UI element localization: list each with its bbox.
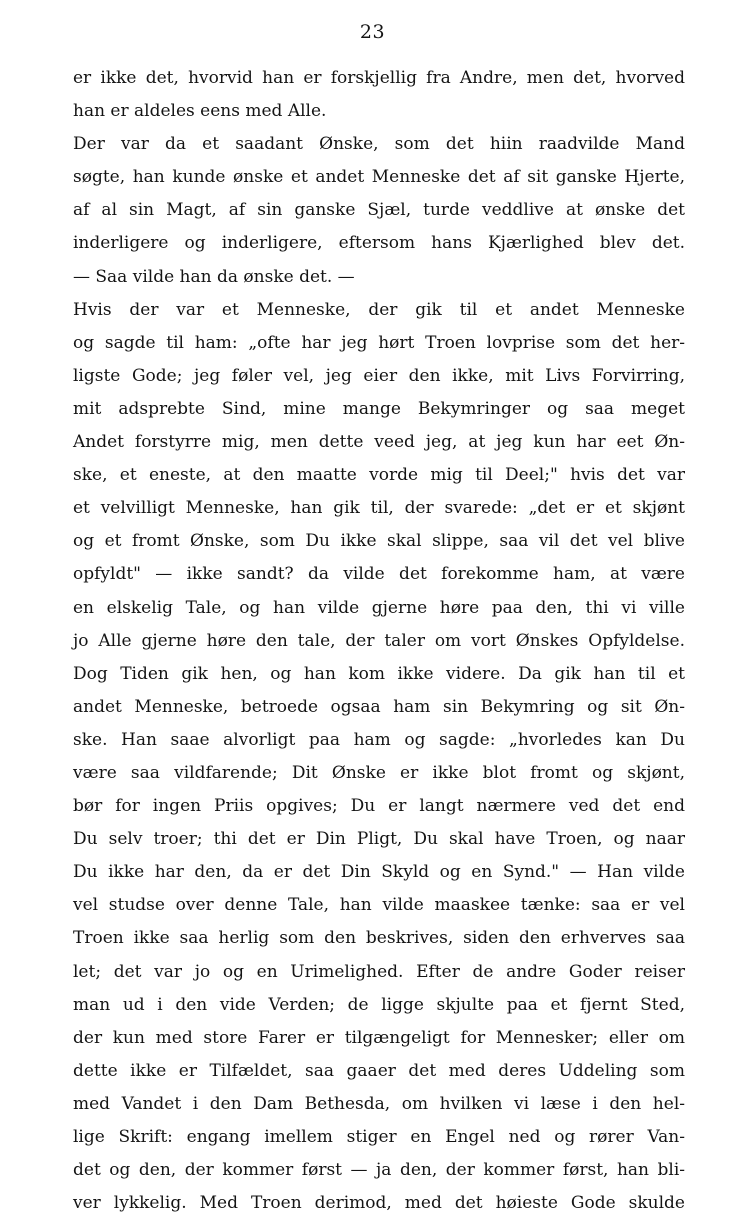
text-line: søgte, han kunde ønske et andet Menneske det af sit ganske Hjerte, xyxy=(73,167,685,188)
text-line: lige Skrift: engang imellem stiger en Engel ned og rører Van- xyxy=(73,1127,685,1147)
text-line: Andet forstyrre mig, men dette veed jeg, at jeg kun har eet Øn- xyxy=(73,432,685,453)
text-line: et velvilligt Menneske, han gik til, der svarede: „det er et skjønt xyxy=(73,498,685,519)
text-line: Du selv troer; thi det er Din Pligt, Du skal have Troen, og naar xyxy=(73,829,685,850)
text-line: er ikke det, hvorvid han er forskjellig fra Andre, men det, hvorved xyxy=(73,68,685,88)
text-line: han er aldeles eens med Alle. xyxy=(73,101,327,122)
text-line: ver lykkelig. Med Troen derimod, med det høieste Gode skulde xyxy=(73,1193,685,1214)
text-line: mit adsprebte Sind, mine mange Bekymringer og saa meget xyxy=(73,398,685,419)
text-line: ske. Han saae alvorligt paa ham og sagde: „hvorledes kan Du xyxy=(73,729,685,750)
text-line: ske, et eneste, at den maatte vorde mig til Deel;" hvis det var xyxy=(73,465,685,486)
text-line: bør for ingen Priis opgives; Du er langt nærmere ved det end xyxy=(73,796,685,817)
text-line: der kun med store Farer er tilgængeligt for Mennesker; eller om xyxy=(73,1027,685,1048)
text-line: opfyldt" — ikke sandt? da vilde det forekomme ham, at være xyxy=(73,564,685,585)
text-line: Du ikke har den, da er det Din Skyld og en Synd." — Han vilde xyxy=(73,862,685,883)
text-line: være saa vildfarende; Dit Ønske er ikke blot fromt og skjønt, xyxy=(73,762,685,783)
text-line: Hvis der var et Menneske, der gik til et andet Menneske xyxy=(73,299,685,320)
text-line: man ud i den vide Verden; de ligge skjulte paa et fjernt Sted, xyxy=(73,994,685,1015)
text-line: vel studse over denne Tale, han vilde maaskee tænke: saa er vel xyxy=(73,895,685,916)
text-line: dette ikke er Tilfældet, saa gaaer det med deres Uddeling som xyxy=(73,1060,685,1081)
text-line: af al sin Magt, af sin ganske Sjæl, turde veddlive at ønske det xyxy=(73,200,685,221)
text-line: jo Alle gjerne høre den tale, der taler om vort Ønskes Opfyldelse. xyxy=(73,630,685,651)
text-line: og et fromt Ønske, som Du ikke skal slippe, saa vil det vel blive xyxy=(73,531,685,552)
text-line: andet Menneske, betroede ogsaa ham sin Bekymring og sit Øn- xyxy=(73,696,685,717)
text-line: inderligere og inderligere, eftersom hans Kjærlighed blev det. xyxy=(73,233,685,254)
text-line: det og den, der kommer først — ja den, der kommer først, han bli- xyxy=(73,1160,685,1181)
page-number: 23 xyxy=(359,21,386,43)
text-line: med Vandet i den Dam Bethesda, om hvilken vi læse i den hel- xyxy=(73,1093,685,1114)
text-line: ligste Gode; jeg føler vel, jeg eier den ikke, mit Livs Forvirring, xyxy=(73,365,685,386)
body-text xyxy=(73,62,685,1220)
text-line: let; det var jo og en Urimelighed. Efter de andre Goder reiser xyxy=(73,961,685,982)
text-line: en elskelig Tale, og han vilde gjerne høre paa den, thi vi ville xyxy=(73,597,685,618)
text-line: Dog Tiden gik hen, og han kom ikke videre. Da gik han til et xyxy=(73,663,685,684)
text-line: Der var da et saadant Ønske, som det hiin raadvilde Mand xyxy=(73,134,685,155)
text-line: og sagde til ham: „ofte har jeg hørt Troen lovprise som det her- xyxy=(73,332,685,353)
text-line: — Saa vilde han da ønske det. — xyxy=(73,266,355,287)
text-line: Troen ikke saa herlig som den beskrives, siden den erhverves saa xyxy=(73,928,685,949)
